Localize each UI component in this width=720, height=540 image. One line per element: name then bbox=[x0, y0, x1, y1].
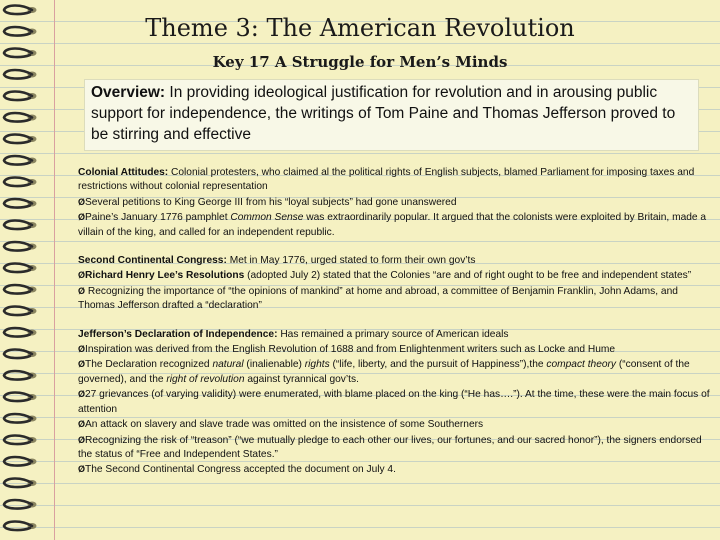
section-colonial-attitudes bbox=[78, 166, 710, 240]
overview-label: Overview: bbox=[91, 84, 166, 101]
spiral-binding bbox=[0, 0, 48, 540]
congress-heading: Second Continental Congress: bbox=[78, 255, 227, 267]
slide-body bbox=[78, 166, 710, 478]
declaration-intro: Jefferson’s Declaration of Independence: Has remained a primary source of American ideals bbox=[78, 328, 509, 340]
declaration-bullet-1: ØInspiration was derived from the English Revolution of 1688 and from Enlightenment writers such as Locke and Hume bbox=[78, 344, 616, 356]
slide-subtitle: Key 17 A Struggle for Men’s Minds bbox=[212, 53, 508, 71]
bullet-arrow-icon: Ø bbox=[78, 196, 86, 207]
congress-bullet-2: Ø Recognizing the importance of “the opinions of mankind” at home and abroad, a committee of Benjamin Franklin, John Adams, and Thomas Jefferson drafted a “declaration” bbox=[78, 285, 678, 312]
bullet-arrow-icon: Ø bbox=[78, 285, 86, 296]
bullet-arrow-icon: Ø bbox=[78, 270, 86, 281]
declaration-bullet-6: ØThe Second Continental Congress accepted the document on July 4. bbox=[78, 464, 396, 476]
bullet-arrow-icon: Ø bbox=[78, 359, 86, 370]
bullet-arrow-icon: Ø bbox=[78, 389, 86, 400]
bullet-arrow-icon: Ø bbox=[78, 464, 86, 475]
bullet-arrow-icon: Ø bbox=[78, 344, 86, 355]
declaration-bullet-4: ØAn attack on slavery and slave trade was omitted on the insistence of some Southerners bbox=[78, 419, 484, 431]
congress-bullet-1: ØRichard Henry Lee’s Resolutions (adopted July 2) stated that the Colonies “are and of right ought to be free and independent states” bbox=[78, 270, 692, 282]
congress-intro: Second Continental Congress: Met in May 1776, urged stated to form their own gov’ts bbox=[78, 255, 476, 267]
bullet-arrow-icon: Ø bbox=[78, 212, 86, 223]
bullet-arrow-icon: Ø bbox=[78, 419, 86, 430]
declaration-heading: Jefferson’s Declaration of Independence: bbox=[78, 328, 278, 340]
slide-title: Theme 3: The American Revolution bbox=[145, 14, 575, 42]
section-second-continental-congress bbox=[78, 254, 710, 314]
colonial-intro-text: Colonial protesters, who claimed al the political rights of English subjects, blamed Parliament for imposing taxes and restrictions without colonial representation bbox=[78, 167, 695, 193]
colonial-bullet-2: ØPaine’s January 1776 pamphlet Common Sense was extraordinarily popular. It argued that the colonists were exploited by Britain, made a villain of the king, and called for an independent republic. bbox=[78, 212, 707, 238]
declaration-bullet-3: Ø27 grievances (of varying validity) were enumerated, with blame placed on the king (“He has….”). At the time, these were the main focus of attention bbox=[78, 389, 710, 415]
colonial-intro bbox=[78, 166, 710, 195]
bullet-arrow-icon: Ø bbox=[78, 434, 86, 445]
colonial-bullet-1: ØSeveral petitions to King George III from his “loyal subjects” had gone unanswered bbox=[78, 196, 457, 208]
overview-text: In providing ideological justification for revolution and in arousing public support for independence, the writings of Tom Paine and Thomas Jefferson proved to be stirring and effective bbox=[91, 84, 676, 143]
overview-box bbox=[84, 79, 699, 151]
section-declaration bbox=[78, 328, 710, 478]
declaration-bullet-2: ØThe Declaration recognized natural (inalienable) rights (“life, liberty, and the pursuit of Happiness”),the compact theory (“consent of the governed), and the right of revolution against tyrannical gov’ts. bbox=[78, 359, 690, 385]
declaration-bullet-5: ØRecognizing the risk of “treason” (“we mutually pledge to each other our lives, our fortunes, and our sacred honor”), the signers endorsed the status of “Free and Independent States.” bbox=[78, 434, 702, 460]
colonial-heading: Colonial Attitudes: bbox=[78, 167, 169, 178]
